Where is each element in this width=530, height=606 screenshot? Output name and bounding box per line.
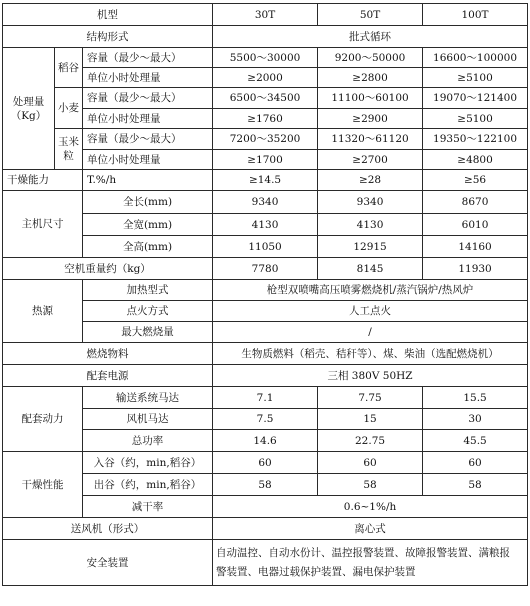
row-label: 点火方式 xyxy=(83,301,213,322)
row-label: 加热型式 xyxy=(83,280,213,301)
cell: 19070～121400 xyxy=(423,88,528,109)
capacity-label: 处理量 xyxy=(12,95,45,108)
cell: 14.6 xyxy=(213,430,318,452)
cell: 15.5 xyxy=(423,387,528,409)
table-row xyxy=(3,26,528,48)
table-row xyxy=(3,129,528,150)
drying-label: 干燥能力 xyxy=(3,170,83,191)
cell: 6010 xyxy=(423,214,528,236)
safety-line-1: 自动温控、自动水份计、温控报警装置、故障报警装置、满粮报 xyxy=(216,546,511,559)
cell: / xyxy=(213,322,528,343)
cell: 8670 xyxy=(423,191,528,214)
cell: 6500～34500 xyxy=(213,88,318,109)
row-label: 最大燃烧量 xyxy=(83,322,213,343)
table-row xyxy=(3,88,528,109)
power-supply-value: 三相 380V 50HZ xyxy=(213,365,528,387)
model-header: 机型 xyxy=(3,4,213,26)
power-label: 配套动力 xyxy=(3,387,83,452)
cell: 7780 xyxy=(213,258,318,280)
cell: 11050 xyxy=(213,236,318,258)
structure-label: 结构形式 xyxy=(3,26,213,48)
table-row xyxy=(3,4,528,26)
cell: ≥2000 xyxy=(213,68,318,88)
structure-value: 批式循环 xyxy=(213,26,528,48)
cell: 60 xyxy=(318,452,423,474)
table-row xyxy=(3,540,528,586)
cell: 7.5 xyxy=(213,409,318,430)
row-label: 输送系统马达 xyxy=(83,387,213,409)
safety-label: 安全装置 xyxy=(3,540,213,586)
fuel-label: 燃烧物料 xyxy=(3,343,213,365)
cell: 16600～100000 xyxy=(423,48,528,68)
cell: ≥14.5 xyxy=(213,170,318,191)
crop-paddy: 稻谷 xyxy=(55,48,83,88)
table-row xyxy=(3,48,528,68)
cell: ≥5100 xyxy=(423,68,528,88)
cell: 7200～35200 xyxy=(213,129,318,150)
cell: ≥2800 xyxy=(318,68,423,88)
safety-line-2: 警装置、电器过载保护装置、漏电保护装置 xyxy=(216,565,416,578)
cell: 9340 xyxy=(318,191,423,214)
cell: 15 xyxy=(318,409,423,430)
table-row xyxy=(3,170,528,191)
fuel-value: 生物质燃料（稻壳、秸秆等）、煤、柴油（选配燃烧机） xyxy=(213,343,528,365)
cell: 58 xyxy=(318,474,423,496)
row-label: 入谷（约，min,稻谷） xyxy=(83,452,213,474)
cell: ≥5100 xyxy=(423,109,528,129)
cell: 7.75 xyxy=(318,387,423,409)
cell: 11320～61120 xyxy=(318,129,423,150)
row-label: 单位小时处理量 xyxy=(83,109,213,129)
row-label: 风机马达 xyxy=(83,409,213,430)
power-supply-label: 配套电源 xyxy=(3,365,213,387)
crop-wheat: 小麦 xyxy=(55,88,83,129)
cell: 9340 xyxy=(213,191,318,214)
model-header-50t: 50T xyxy=(318,4,423,26)
table-row xyxy=(3,387,528,409)
cell: 30 xyxy=(423,409,528,430)
cell: 45.5 xyxy=(423,430,528,452)
cell: 60 xyxy=(213,452,318,474)
row-label: 出谷（约，min,稻谷） xyxy=(83,474,213,496)
performance-label: 干燥性能 xyxy=(3,452,83,518)
row-label: 单位小时处理量 xyxy=(83,150,213,170)
table-row xyxy=(3,518,528,540)
row-label: 单位小时处理量 xyxy=(83,68,213,88)
table-row xyxy=(3,191,528,214)
reduction-label: 减干率 xyxy=(83,496,213,518)
cell: 11100～60100 xyxy=(318,88,423,109)
table-row xyxy=(3,452,528,474)
cell: 9200～50000 xyxy=(318,48,423,68)
safety-value xyxy=(213,540,528,586)
cell: 5500～30000 xyxy=(213,48,318,68)
cell: 12915 xyxy=(318,236,423,258)
cell: 58 xyxy=(213,474,318,496)
crop-corn xyxy=(55,129,83,170)
cell: ≥4800 xyxy=(423,150,528,170)
cell: 8145 xyxy=(318,258,423,280)
row-label: 容量（最少～最大） xyxy=(83,48,213,68)
cell: ≥1760 xyxy=(213,109,318,129)
capacity-unit: （Kg） xyxy=(10,109,47,122)
model-header-30t: 30T xyxy=(213,4,318,26)
cell: 14160 xyxy=(423,236,528,258)
weight-label: 空机重量约（kg） xyxy=(3,258,213,280)
row-label: 容量（最少～最大） xyxy=(83,129,213,150)
table-row xyxy=(3,365,528,387)
cell: ≥2900 xyxy=(318,109,423,129)
table-row xyxy=(3,343,528,365)
drying-unit: T.%/h xyxy=(83,170,213,191)
model-header-100t: 100T xyxy=(423,4,528,26)
row-label: 容量（最少～最大） xyxy=(83,88,213,109)
cell: 7.1 xyxy=(213,387,318,409)
spec-table xyxy=(2,3,528,586)
capacity-group-label xyxy=(3,48,55,170)
cell: 22.75 xyxy=(318,430,423,452)
crop-corn-line1: 玉米 xyxy=(58,136,79,148)
row-label: 全高(mm) xyxy=(83,236,213,258)
dimensions-label: 主机尺寸 xyxy=(3,191,83,258)
cell: 60 xyxy=(423,452,528,474)
cell: 19350～122100 xyxy=(423,129,528,150)
cell: 人工点火 xyxy=(213,301,528,322)
cell: ≥56 xyxy=(423,170,528,191)
blower-value: 离心式 xyxy=(213,518,528,540)
heat-label: 热源 xyxy=(3,280,83,343)
cell: ≥28 xyxy=(318,170,423,191)
table-row xyxy=(3,258,528,280)
table-row xyxy=(3,280,528,301)
row-label: 总功率 xyxy=(83,430,213,452)
cell: ≥1700 xyxy=(213,150,318,170)
cell: 枪型双喷嘴高压喷雾燃烧机/蒸汽锅炉/热风炉 xyxy=(213,280,528,301)
row-label: 全宽(mm) xyxy=(83,214,213,236)
cell: 4130 xyxy=(318,214,423,236)
crop-corn-line2: 粒 xyxy=(63,150,74,162)
reduction-value: 0.6~1%/h xyxy=(213,496,528,518)
row-label: 全长(mm) xyxy=(83,191,213,214)
cell: 58 xyxy=(423,474,528,496)
cell: 4130 xyxy=(213,214,318,236)
cell: ≥2700 xyxy=(318,150,423,170)
blower-label: 送风机（形式） xyxy=(3,518,213,540)
cell: 11930 xyxy=(423,258,528,280)
